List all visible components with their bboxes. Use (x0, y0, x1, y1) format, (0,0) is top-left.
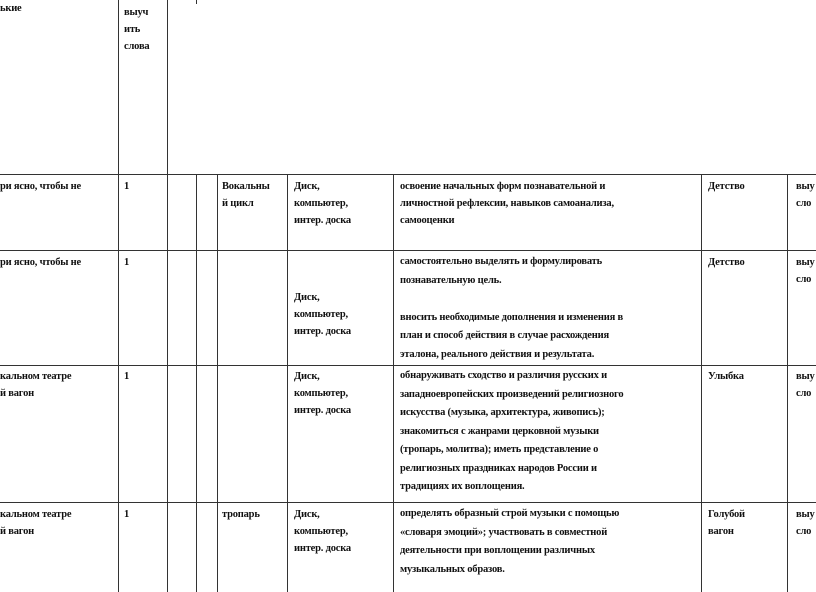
row-divider (0, 365, 816, 366)
row-1-activities: освоение начальных форм познавательной и личностной рефлексии, навыков самоанализа, самооценки (400, 181, 614, 226)
col-divider (701, 174, 702, 592)
row-3-hours: 1 (124, 371, 130, 382)
row-1-topic: ри ясно, чтобы не (0, 181, 81, 192)
col-divider (167, 0, 168, 592)
col-divider (393, 174, 394, 592)
row-3-activities: обнаруживать сходство и различия русских и западноевропейских произведений религиозного искусства (музыка, архитектура, живопись); знакомиться с жанрами церковной музыки (тропарь, молитва); иметь представление о религиозных праздниках народов России и традициях их воплощения. (400, 370, 624, 492)
row-2-equipment: Диск, компьютер, интер. доска (294, 292, 351, 337)
row-1-vocab: Вокальны й цикл (222, 181, 270, 209)
col-divider (217, 174, 218, 592)
row-4-activities: определять образный строй музыки с помощью «словаря эмоций»; участвовать в совместной деятельности при воплощении различных музыкальных образов. (400, 508, 620, 575)
header-topic: ькие (0, 3, 22, 14)
row-2-topic: ри ясно, чтобы не (0, 257, 81, 268)
row-divider (0, 250, 816, 251)
row-4-topic: кальном театре й вагон (0, 509, 72, 537)
row-1-homework: выу сло (796, 181, 815, 209)
row-4-equipment: Диск, компьютер, интер. доска (294, 509, 351, 554)
col-divider (287, 174, 288, 592)
col-divider (787, 174, 788, 592)
row-2-vocab (222, 254, 286, 274)
row-2-material: Детство (708, 257, 745, 268)
row-2-hours: 1 (124, 257, 130, 268)
row-4-hours: 1 (124, 509, 130, 520)
row-3-equipment: Диск, компьютер, интер. доска (294, 371, 351, 416)
row-3-vocab (222, 368, 286, 388)
row-4-material: Голубой вагон (708, 509, 745, 537)
row-2-activities: самостоятельно выделять и формулировать познавательную цель. вносить необходимые дополнения и изменения в план и способ действия в случае расхождения эталона, реального действия и результата. (400, 256, 623, 360)
row-divider (0, 502, 816, 503)
col-divider (196, 174, 197, 592)
col-divider (196, 0, 197, 4)
row-1-hours: 1 (124, 181, 130, 192)
row-1-equipment: Диск, компьютер, интер. доска (294, 181, 351, 226)
col-divider (118, 0, 119, 592)
row-3-material: Улыбка (708, 371, 744, 382)
header-vocab: выуч ить слова (124, 7, 150, 52)
row-2-homework: выу сло (796, 257, 815, 285)
row-4-vocab: тропарь (222, 509, 260, 520)
row-3-homework: выу сло (796, 371, 815, 399)
row-4-homework: выу сло (796, 509, 815, 537)
row-1-material: Детство (708, 181, 745, 192)
row-3-topic: кальном театре й вагон (0, 371, 72, 399)
row-divider (0, 174, 816, 175)
